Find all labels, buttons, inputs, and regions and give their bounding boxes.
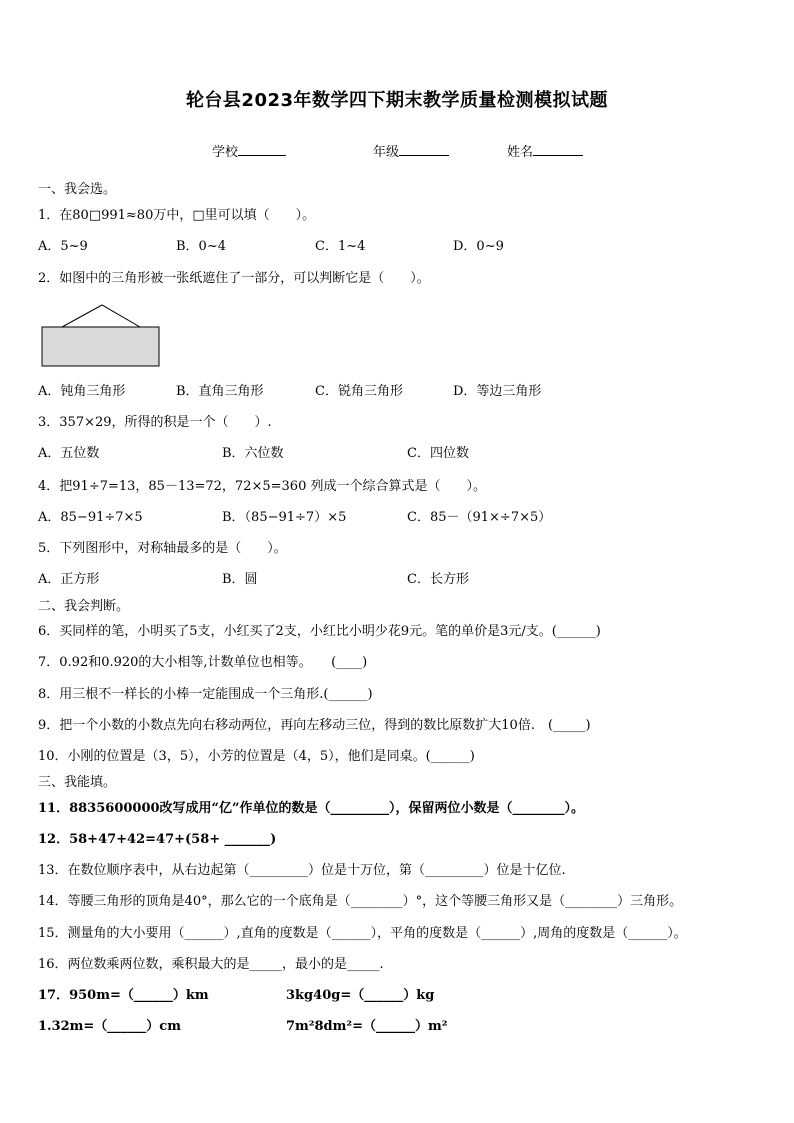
question-1: 1．在80□991≈80万中，□里可以填（ ）。 — [38, 208, 316, 223]
triangle-top-edges — [62, 305, 140, 327]
question-12: 12．58+47+42=47+(58+ _______) — [38, 832, 277, 847]
grade-label: 年级 — [373, 145, 400, 160]
name-field — [507, 141, 583, 160]
section-heading: 一、我会选。 — [38, 182, 117, 197]
q5-option-c: C．长方形 — [407, 572, 469, 587]
question-17c: 1.32m=（______）cm — [38, 1019, 181, 1034]
q5-option-a: A．正方形 — [38, 572, 100, 587]
question-13: 13．在数位顺序表中，从右边起第（_________）位是十万位，第（_________）位是十亿位. — [38, 863, 566, 878]
q2-option-d: D．等边三角形 — [453, 384, 542, 399]
question-9: 9．把一个小数的小数点先向右移动两位，再向左移动三位，得到的数比原数扩大10倍. (_____) — [38, 718, 591, 733]
question-5: 5．下列图形中，对称轴最多的是（ ）。 — [38, 541, 287, 556]
question-2: 2．如图中的三角形被一张纸遮住了一部分，可以判断它是（ ）。 — [38, 271, 430, 286]
school-label: 学校 — [212, 145, 239, 160]
q1-option-b: B．0~4 — [176, 239, 226, 254]
question-16: 16．两位数乘两位数，乘积最大的是_____，最小的是_____. — [38, 957, 384, 972]
q4-option-b: B．（85−91÷7）×5 — [222, 510, 347, 525]
question-10: 10．小刚的位置是（3，5），小芳的位置是（4，5），他们是同桌。(______) — [38, 749, 475, 764]
covering-paper — [42, 327, 159, 366]
question-8: 8．用三根不一样长的小棒一定能围成一个三角形.(______) — [38, 687, 373, 702]
q2-option-c: C．锐角三角形 — [315, 384, 403, 399]
question-7: 7．0.92和0.920的大小相等,计数单位也相等。 (____) — [38, 655, 368, 670]
question-4: 4．把91÷7=13，85－13=72，72×5=360 列成一个综合算式是（ ）。 — [38, 479, 486, 494]
q4-option-c: C．85－（91×÷7×5） — [407, 510, 552, 525]
school-blank — [238, 142, 286, 156]
question-11: 11．8835600000改写成用“亿”作单位的数是（_________），保留两位小数是（________）。 — [38, 801, 585, 816]
covered-triangle-figure — [40, 302, 162, 368]
question-17d: 7m²8dm²=（______）m² — [286, 1019, 448, 1034]
grade-field — [373, 141, 449, 160]
q3-option-c: C．四位数 — [407, 446, 469, 461]
q1-option-d: D．0~9 — [453, 239, 504, 254]
question-15: 15．测量角的大小要用（______）,直角的度数是（______），平角的度数是（______）,周角的度数是（______）。 — [38, 926, 687, 941]
section-heading: 二、我会判断。 — [38, 599, 130, 614]
name-label: 姓名 — [507, 145, 534, 160]
q3-option-a: A．五位数 — [38, 446, 100, 461]
question-3: 3．357×29，所得的积是一个（ ）. — [38, 415, 272, 430]
q1-option-a: A．5~9 — [38, 239, 88, 254]
q4-option-a: A．85−91÷7×5 — [38, 510, 143, 525]
question-17a: 17．950m=（______）km — [38, 988, 209, 1003]
school-field — [212, 141, 286, 160]
question-14: 14．等腰三角形的顶角是40°，那么它的一个底角是（________）°，这个等腰三角形又是（________）三角形。 — [38, 894, 683, 909]
q5-option-b: B．圆 — [222, 572, 258, 587]
name-blank — [533, 142, 583, 156]
q2-option-b: B．直角三角形 — [176, 384, 264, 399]
question-17b: 3kg40g=（______）kg — [286, 988, 435, 1003]
question-6: 6．买同样的笔，小明买了5支，小红买了2支，小红比小明少花9元。笔的单价是3元/支。(______) — [38, 624, 601, 639]
q2-option-a: A．钝角三角形 — [38, 384, 126, 399]
q1-option-c: C．1~4 — [315, 239, 366, 254]
section-heading: 三、我能填。 — [38, 775, 117, 790]
page-title: 轮台县2023年数学四下期末教学质量检测模拟试题 — [185, 90, 609, 111]
q3-option-b: B．六位数 — [222, 446, 284, 461]
grade-blank — [399, 142, 449, 156]
